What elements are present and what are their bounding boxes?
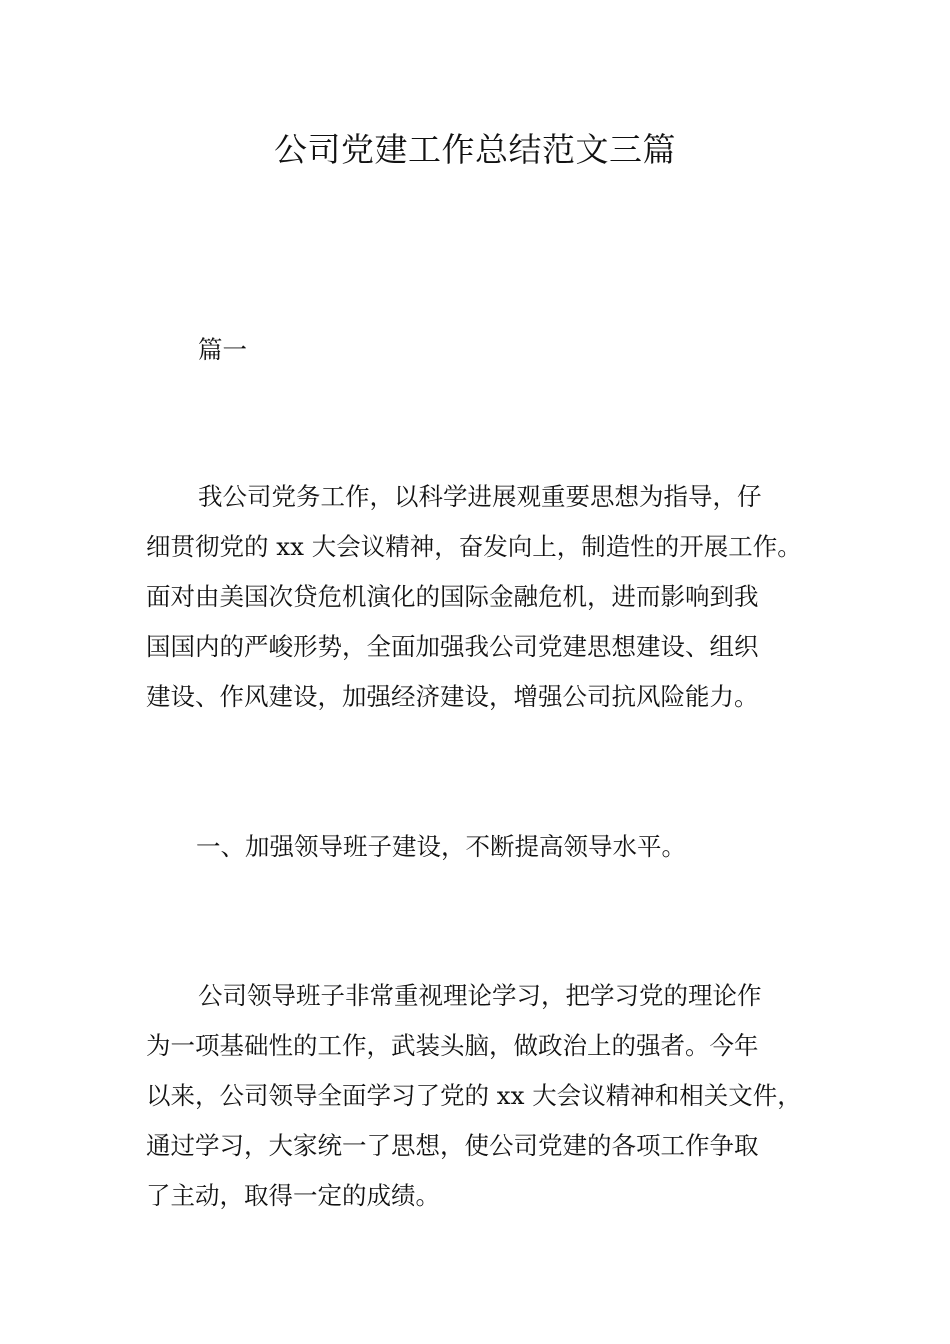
paragraph-2-line: 了主动，取得一定的成绩。 [146,1181,440,1210]
paragraph-1-line: 国国内的严峻形势，全面加强我公司党建思想建设、组织 [146,632,759,661]
section-heading-1: 一、加强领导班子建设，不断提高领导水平。 [196,832,686,861]
paragraph-2-line: 通过学习，大家统一了思想，使公司党建的各项工作争取 [146,1131,759,1160]
section-label: 篇一 [198,335,247,364]
paragraph-2 [146,971,836,1221]
paragraph-1-line: 面对由美国次贷危机演化的国际金融危机，进而影响到我 [146,582,759,611]
paragraph-1-line: 我公司党务工作，以科学进展观重要思想为指导，仔 [198,482,762,511]
paragraph-2-line: 公司领导班子非常重视理论学习，把学习党的理论作 [198,981,762,1010]
paragraph-1-line: 建设、作风建设，加强经济建设，增强公司抗风险能力。 [146,682,759,711]
paragraph-1-line: 细贯彻党的 xx 大会议精神，奋发向上，制造性的开展工作。 [146,532,802,561]
paragraph-2-line: 以来，公司领导全面学习了党的 xx 大会议精神和相关文件， [146,1081,802,1110]
paragraph-1 [146,472,836,722]
paragraph-2-line: 为一项基础性的工作，武装头脑，做政治上的强者。今年 [146,1031,759,1060]
document-title: 公司党建工作总结范文三篇 [274,130,676,169]
